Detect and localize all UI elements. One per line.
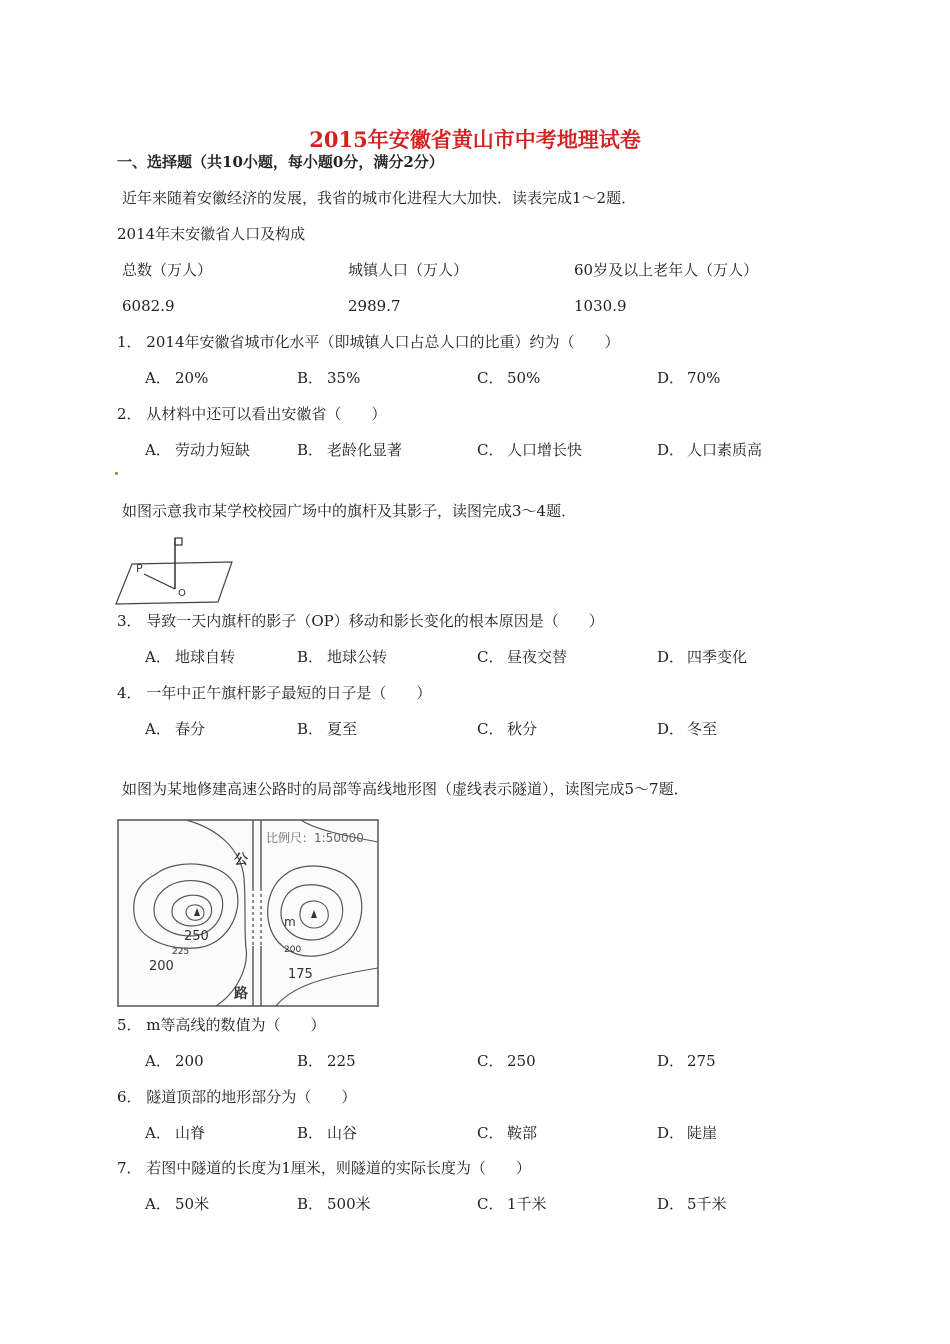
option-b[interactable] [297, 1123, 357, 1143]
option-text: 200 [175, 1052, 204, 1070]
option-label: C． [477, 1052, 504, 1070]
section-heading: 一、选择题（共10小题，每小题0分，满分2分） [117, 153, 444, 171]
option-label: C． [477, 1124, 504, 1142]
option-label: C． [477, 369, 504, 387]
option-label: A． [145, 1124, 171, 1142]
table-header: 总数（万人） [122, 261, 213, 279]
option-a[interactable] [145, 719, 205, 739]
option-a[interactable] [145, 647, 235, 667]
option-label: C． [477, 648, 504, 666]
question-stem: 2． 从材料中还可以看出安徽省（ ） [117, 405, 387, 423]
option-text: 鞍部 [507, 1124, 538, 1142]
option-a[interactable] [145, 1123, 205, 1143]
page-title: 2015年安徽省黄山市中考地理试卷 [309, 127, 641, 152]
option-d[interactable] [657, 1123, 717, 1143]
option-text: 地球公转 [327, 648, 388, 666]
option-text: 冬至 [687, 720, 718, 738]
option-text: 5千米 [687, 1195, 727, 1213]
contour-label-225: 225 [172, 947, 190, 957]
table-header: 城镇人口（万人） [348, 261, 469, 279]
option-d[interactable] [657, 719, 717, 739]
intro-paragraph-2: 如图示意我市某学校校园广场中的旗杆及其影子，读图完成3～4题． [122, 502, 577, 520]
option-label: B． [297, 441, 324, 459]
option-text: 20% [175, 369, 209, 387]
option-label: A． [145, 441, 171, 459]
option-label: D． [657, 369, 685, 387]
question-stem: 7． 若图中隧道的长度为1厘米，则隧道的实际长度为（ ） [117, 1159, 531, 1177]
table-cell: 2989.7 [348, 297, 401, 315]
option-text: 秋分 [507, 720, 538, 738]
contour-label-175: 175 [288, 967, 313, 982]
option-text: 山脊 [175, 1124, 206, 1142]
option-a[interactable] [145, 1051, 204, 1071]
option-b[interactable] [297, 1194, 371, 1214]
contour-label-200-right: 200 [284, 945, 302, 955]
option-d[interactable] [657, 368, 720, 388]
option-text: 50% [507, 369, 541, 387]
flagpole-shadow-figure [114, 532, 236, 606]
option-label: B． [297, 1195, 324, 1213]
option-text: 225 [327, 1052, 356, 1070]
road-label-bottom: 路 [234, 986, 248, 1002]
option-label: A． [145, 1195, 171, 1213]
road-label-top: 公 [234, 852, 248, 868]
option-text: 250 [507, 1052, 536, 1070]
option-text: 老龄化显著 [327, 441, 403, 459]
scale-label: 比例尺：1:50000 [266, 831, 364, 845]
option-text: 地球自转 [175, 648, 236, 666]
option-c[interactable] [477, 719, 537, 739]
intro-paragraph-3: 如图为某地修建高速公路时的局部等高线地形图（虚线表示隧道），读图完成5～7题． [122, 780, 689, 798]
option-label: D． [657, 441, 685, 459]
option-label: D． [657, 720, 685, 738]
option-a[interactable] [145, 368, 208, 388]
option-text: 人口素质高 [687, 441, 763, 459]
option-label: A． [145, 1052, 171, 1070]
option-label: C． [477, 720, 504, 738]
option-text: 山谷 [327, 1124, 358, 1142]
option-label: A． [145, 720, 171, 738]
point-p-label: P [136, 562, 143, 575]
table-header: 60岁及以上老年人（万人） [574, 261, 759, 279]
option-c[interactable] [477, 1194, 547, 1214]
question-stem: 1． 2014年安徽省城市化水平（即城镇人口占总人口的比重）约为（ ） [117, 333, 620, 351]
option-label: D． [657, 1195, 685, 1213]
option-label: B． [297, 720, 324, 738]
option-text: 50米 [175, 1195, 210, 1213]
option-text: 275 [687, 1052, 716, 1070]
option-text: 陡崖 [687, 1124, 718, 1142]
option-a[interactable] [145, 440, 250, 460]
option-label: B． [297, 1124, 324, 1142]
option-label: C． [477, 1195, 504, 1213]
option-b[interactable] [297, 440, 402, 460]
option-label: B． [297, 648, 324, 666]
option-d[interactable] [657, 440, 762, 460]
option-d[interactable] [657, 1194, 727, 1214]
speck-mark [115, 472, 118, 475]
option-text: 昼夜交替 [507, 648, 568, 666]
option-c[interactable] [477, 1051, 536, 1071]
option-b[interactable] [297, 1051, 356, 1071]
option-text: 500米 [327, 1195, 371, 1213]
option-c[interactable] [477, 1123, 537, 1143]
table-cell: 6082.9 [122, 297, 175, 315]
option-b[interactable] [297, 647, 387, 667]
option-b[interactable] [297, 719, 357, 739]
point-o-label: O [178, 588, 186, 599]
option-text: 夏至 [327, 720, 358, 738]
option-label: A． [145, 369, 171, 387]
option-text: 人口增长快 [507, 441, 583, 459]
contour-label-250: 250 [184, 929, 209, 944]
intro-paragraph-1: 近年来随着安徽经济的发展，我省的城市化进程大大加快．读表完成1～2题． [122, 189, 637, 207]
option-label: B． [297, 1052, 324, 1070]
question-stem: 6． 隧道顶部的地形部分为（ ） [117, 1088, 357, 1106]
option-b[interactable] [297, 368, 360, 388]
option-text: 春分 [175, 720, 206, 738]
table-caption: 2014年末安徽省人口及构成 [117, 225, 306, 243]
option-text: 1千米 [507, 1195, 547, 1213]
option-a[interactable] [145, 1194, 209, 1214]
option-c[interactable] [477, 368, 540, 388]
option-c[interactable] [477, 440, 582, 460]
contour-map-figure [116, 818, 380, 1008]
option-label: C． [477, 441, 504, 459]
option-text: 劳动力短缺 [175, 441, 251, 459]
option-c[interactable] [477, 647, 567, 667]
option-d[interactable] [657, 647, 747, 667]
question-stem: 5． m等高线的数值为（ ） [117, 1016, 326, 1034]
option-text: 四季变化 [687, 648, 748, 666]
option-label: A． [145, 648, 171, 666]
option-text: 70% [687, 369, 721, 387]
table-cell: 1030.9 [574, 297, 627, 315]
contour-label-200: 200 [149, 959, 174, 974]
question-stem: 4． 一年中正午旗杆影子最短的日子是（ ） [117, 684, 432, 702]
option-d[interactable] [657, 1051, 716, 1071]
option-label: D． [657, 1124, 685, 1142]
contour-label-m: m [284, 915, 296, 929]
question-stem: 3． 导致一天内旗杆的影子（OP）移动和影长变化的根本原因是（ ） [117, 612, 604, 630]
option-label: B． [297, 369, 324, 387]
option-label: D． [657, 648, 685, 666]
option-label: D． [657, 1052, 685, 1070]
option-text: 35% [327, 369, 361, 387]
